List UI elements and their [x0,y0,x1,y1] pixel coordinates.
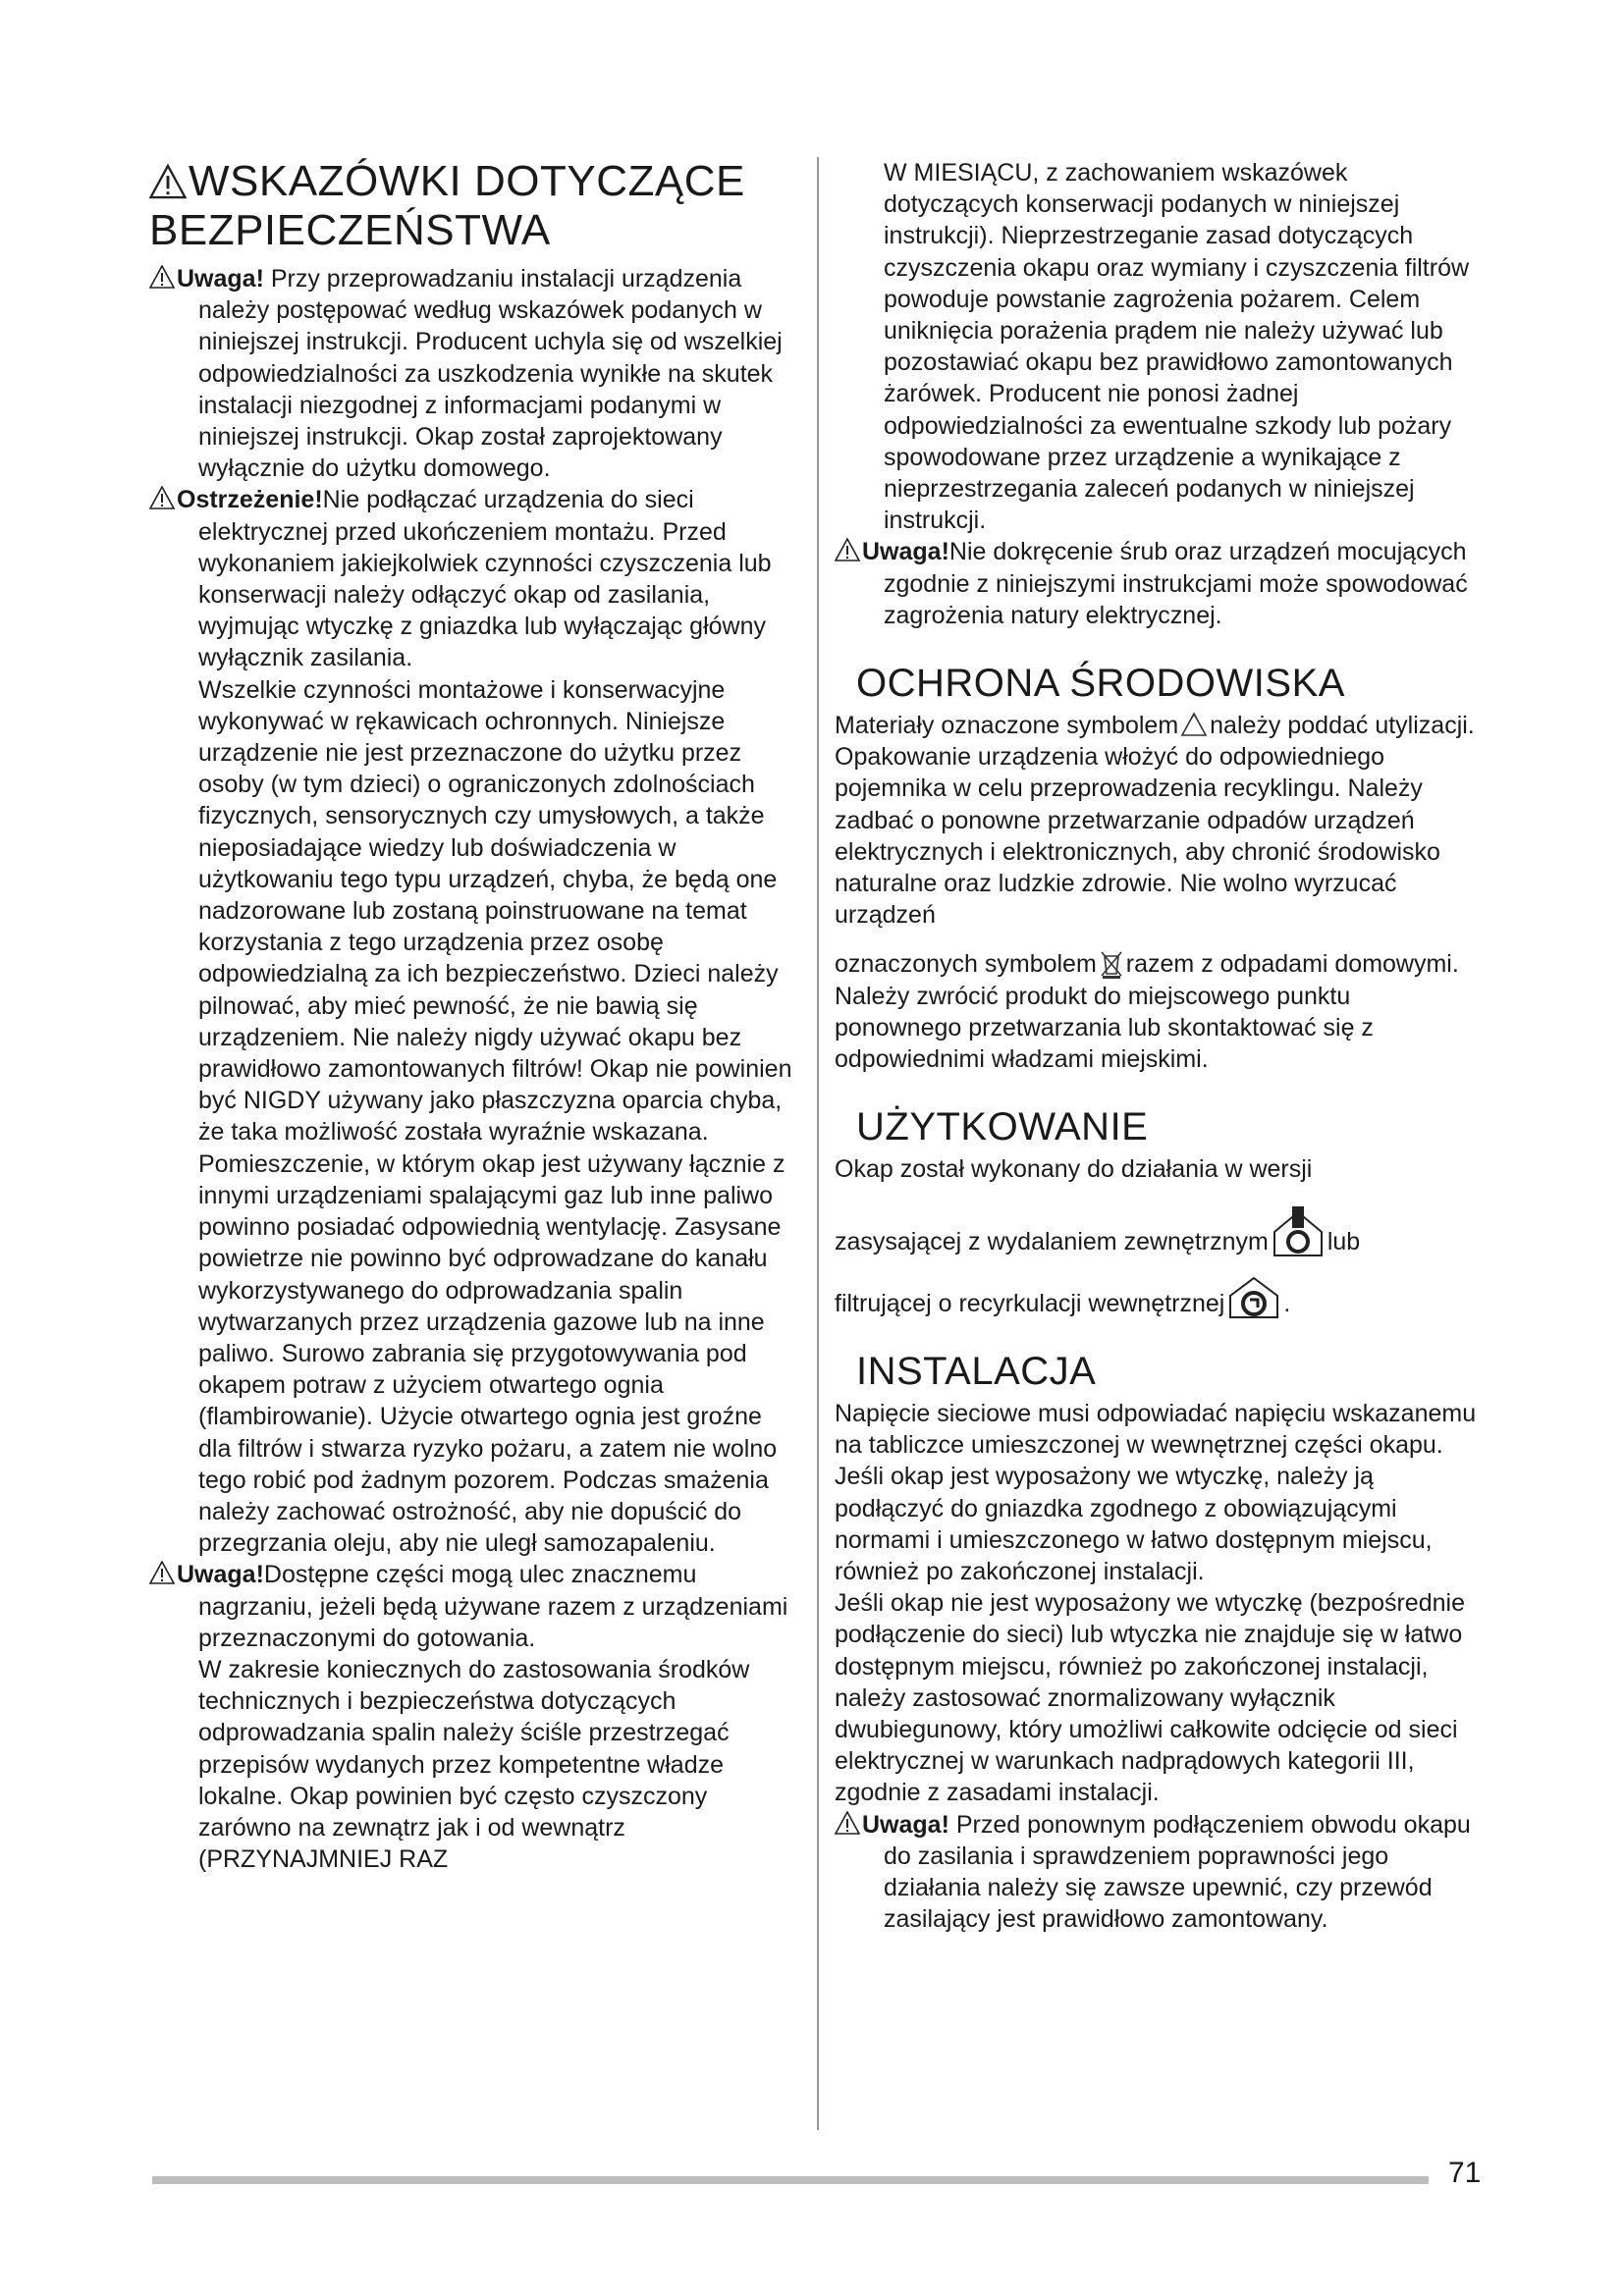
column-divider [817,157,819,2130]
exhaust-regulations-paragraph: W zakresie koniecznych do zastosowania środków technicznych i bezpieczeństwa dotyczących odprowadzania spalin należy ściśle przestrzegać przepisów wydanych przez kompetentne władze lokalne. Okap powinien być często czyszczony zarówno na zewnątrz jak i od wewnątrz (PRZYNAJMNIEJ RAZ [198,1655,750,1874]
environment-paragraph-1: Materiały oznaczone symbolem należy poddać utylizacji. Opakowanie urządzenia włożyć do odpowiedniego pojemnika w celu przeprowadzenia recyklingu. Należy zadbać o ponowne przetwarzanie odpadów urządzeń elektrycznych i elektronicznych, aby chronić środowisko naturalne oraz ludzkie zdrowie. Nie wolno wyrzucać urządzeń [835,712,1475,930]
page-number: 71 [1448,2157,1482,2189]
ostrzezenie-note: Ostrzeżenie!Nie podłączać urządzenia do sieci elektrycznej przed ukończeniem montażu. Przed wykonaniem jakiejkolwiek czynności czyszczenia lub konserwacji należy odłączyć okap od zasilania, wyjmując wtyczkę z gniazdka lub wyłączając główny wyłącznik zasilania. [149,484,799,673]
usage-title: UŻYTKOWANIE [856,1105,1149,1149]
usage-line-2: zasysającej z wydalaniem zewnętrznym lub [835,1206,1483,1257]
gloves-paragraph: Wszelkie czynności montażowe i konserwacyjne wykonywać w rękawicach ochronnych. Niniejsze urządzenie nie jest przeznaczone do użytku przez osoby (w tym dzieci) o ograniczonych zdolnościach fizycznych, sensorycznych czy umysłowych, a także nieposiadające wiedzy lub doświadczenia w użytkowaniu tego typu urządzeń, chyba, że będą one nadzorowane lub zostaną poinstruowane na temat korzystania z tego urządzenia przez osobę odpowiedzialną za ich bezpieczeństwo. Dzieci należy pilnować, aby mieć pewność, że nie bawią się urządzeniem. Nie należy nigdy używać okapu bez prawidłowo zamontowanych filtrów! Okap nie powinien być NIGDY używany jako płaszczyzna oparcia chyba, że taka możliwość została wyraźnie wskazana. Pomieszczenie, w którym okap jest używany łącznie z innymi urządzeniami spalającymi gaz lub inne paliwo powinno posiadać odpowiednią wentylację. Zasysane powietrze nie powinno być odprowadzane do kanału wykorzystywanego do odprowadzania spalin wytwarzanych przez urządzenia gazowe lub na inne paliwo. Surowo zabrania się przygotowywania pod okapem potraw z użyciem otwartego ognia (flambirowanie). Użycie otwartego ognia jest groźne dla filtrów i stwarza ryzyko pożaru, a zatem nie wolno tego robić pod żadnym pozorem. Podczas smażenia należy zachować ostrożność, aby nie dopuścić do przegrzania oleju, aby nie uległ samozapaleniu. [198,675,792,1558]
uwaga-hot-parts-note: Uwaga!Dostępne części mogą ulec znacznemu nagrzaniu, jeżeli będą używane razem z urządzeniami przeznaczonymi do gotowania. [149,1559,799,1654]
installation-paragraph-2: Jeśli okap nie jest wyposażony we wtyczkę (bezpośrednie podłączenie do sieci) lub wtyczka nie znajduje się w łatwo dostępnym miejscu, również po zakończonej instalacji, należy zastosować znormalizowany wyłącznik dwubiegunowy, który umożliwi całkowite odcięcie od sieci elektrycznej w warunkach nadprądowych kategorii III, zgodnie z zasadami instalacji. [835,1589,1465,1807]
warning-triangle-icon [149,486,175,509]
cleaning-continued-paragraph: W MIESIĄCU, z zachowaniem wskazówek dotyczących konserwacji podanych w niniejszej instrukcji). Nieprzestrzeganie zasad dotyczących czyszczenia okapu oraz wymiany i czyszczenia filtrów powoduje powstanie zagrożenia pożarem. Celem uniknięcia porażenia prądem nie należy używać lub pozostawiać okapu bez prawidłowo zamontowanych żarówek. Producent nie ponosi żadnej odpowiedzialności za ewentualne szkody lub pożary spowodowane przez urządzenie a wynikające z nieprzestrzegania zaleceń podanych w niniejszej instrukcji. [884,159,1470,535]
ducted-extraction-icon [1271,1206,1326,1257]
crossed-bin-icon [1099,950,1124,980]
safety-title: WSKAZÓWKI DOTYCZĄCE BEZPIECZEŃSTWA [149,157,745,254]
right-column [835,157,1483,1935]
warning-triangle-icon [149,265,175,289]
warning-triangle-icon [149,164,187,199]
usage-line-3: filtrującej o recyrkulacji wewnętrznej . [835,1274,1483,1319]
warning-triangle-icon [835,538,860,561]
left-column [149,157,799,1875]
warning-triangle-icon [835,1811,860,1835]
usage-line-1: Okap został wykonany do działania w wersji [835,1155,1313,1184]
warning-triangle-icon [149,1561,175,1584]
environment-paragraph-2: oznaczonych symbolem razem z odpadami domowymi. Należy zwrócić produkt do miejscowego punktu ponownego przetwarzania lub skontaktować się z odpowiednimi władzami miejskimi. [835,950,1459,1074]
environment-title: OCHRONA ŚRODOWISKA [856,662,1345,706]
installation-title: INSTALACJA [856,1349,1097,1393]
uwaga-reconnection-note: Uwaga! Przed ponownym podłączeniem obwodu okapu do zasilania i sprawdzeniem poprawności jego działania należy się zawsze upewnić, czy przewód zasilający jest prawidłowo zamontowany. [835,1809,1483,1936]
uwaga-installation-note: Uwaga! Przy przeprowadzaniu instalacji urządzenia należy postępować według wskazówek podanych w niniejszej instrukcji. Producent uchyla się od wszelkiej odpowiedzialności za uszkodzenia wynikłe na skutek instalacji niezgodnej z informacjami podanymi w niniejszej instrukcji. Okap został zaprojektowany wyłącznie do użytku domowego. [149,263,799,484]
recirculation-icon [1226,1274,1281,1319]
footer-rule [152,2176,1429,2184]
recycle-icon [1180,712,1208,741]
uwaga-screws-note: Uwaga!Nie dokręcenie śrub oraz urządzeń mocujących zgodnie z niniejszymi instrukcjami może spowodować zagrożenia natury elektrycznej. [835,536,1483,631]
installation-paragraph-1: Napięcie sieciowe musi odpowiadać napięciu wskazanemu na tabliczce umieszczonej w wewnętrznej części okapu. Jeśli okap jest wyposażony we wtyczkę, należy ją podłączyć do gniazdka zgodnego z obowiązującymi normami i umieszczonego w łatwo dostępnym miejscu, również po zakończonej instalacji. [835,1399,1477,1585]
